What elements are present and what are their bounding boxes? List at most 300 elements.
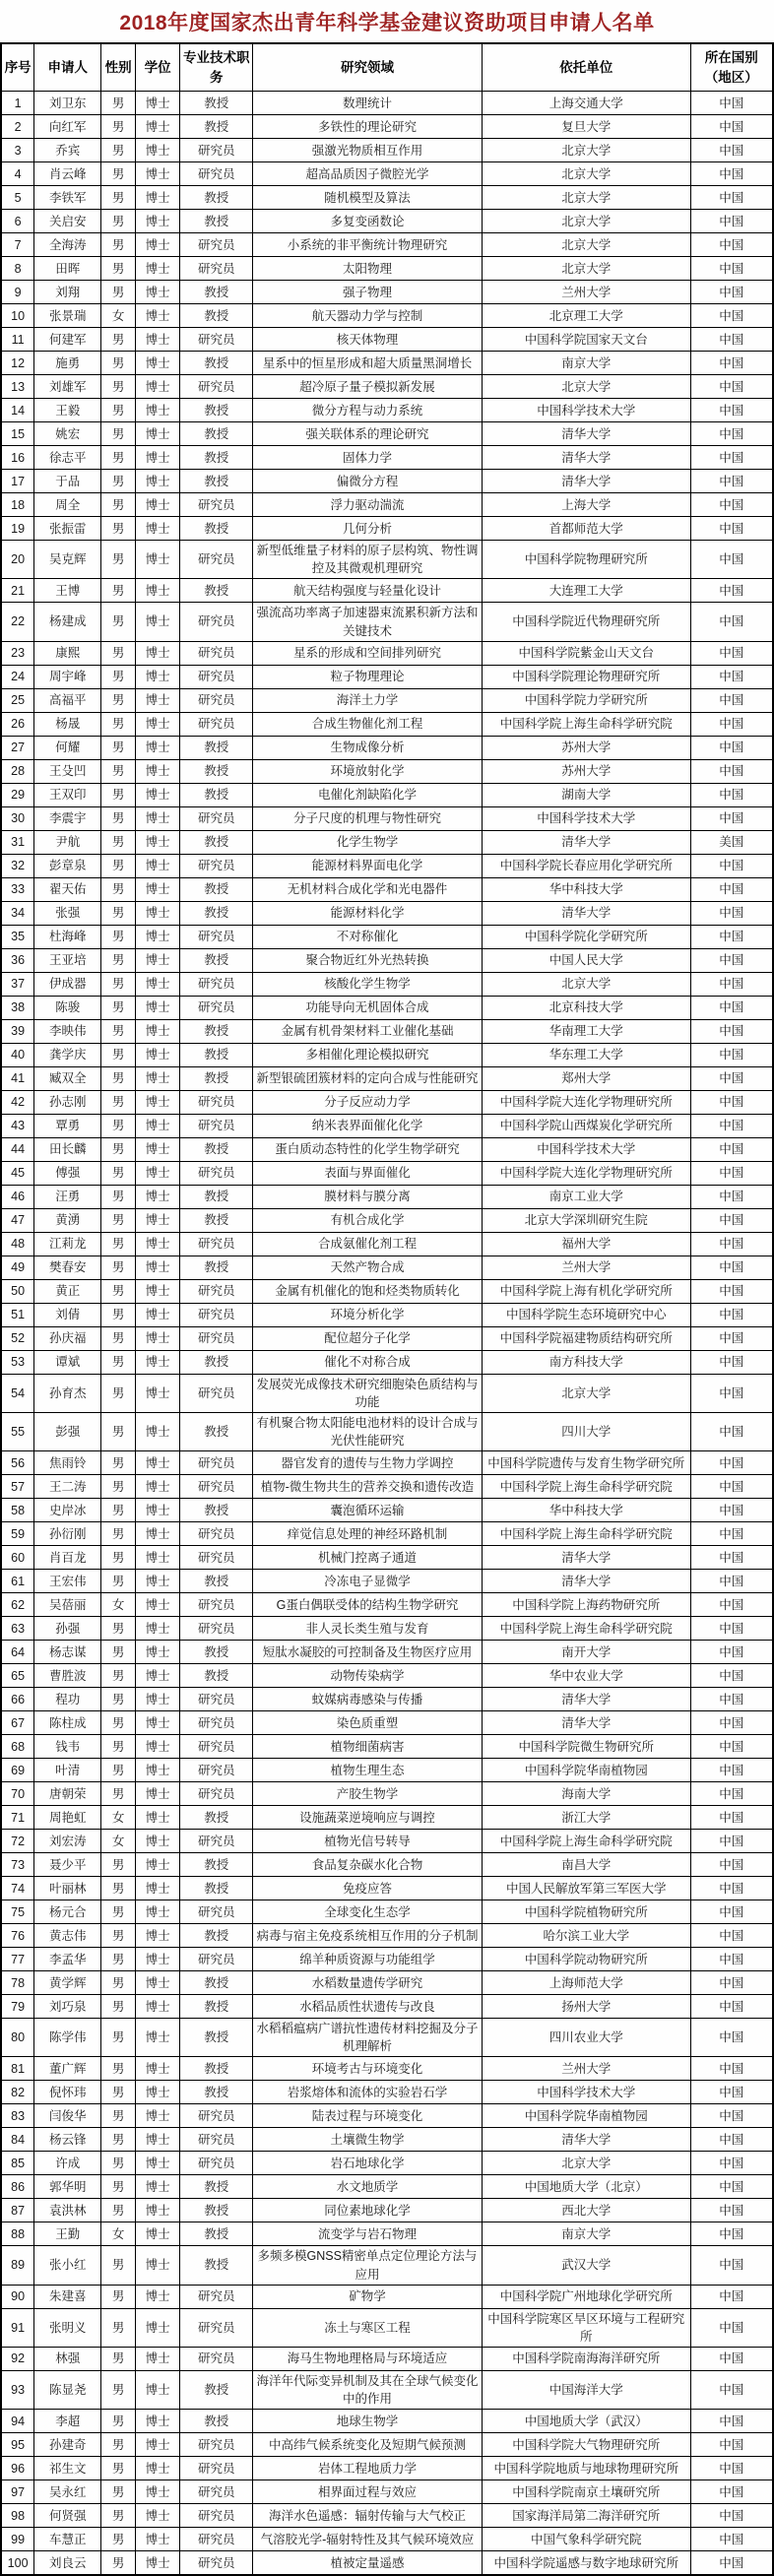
cell-title: 研究员	[180, 2308, 253, 2347]
cell-host-institution: 中国科学技术大学	[482, 1137, 690, 1161]
cell-title: 研究员	[180, 2104, 253, 2128]
cell-title: 研究员	[180, 1546, 253, 1570]
cell-serial: 37	[1, 972, 34, 996]
cell-applicant: 黄学辉	[34, 1971, 101, 1995]
cell-country: 中国	[690, 399, 773, 422]
cell-applicant: 杨建成	[34, 603, 101, 641]
cell-country: 中国	[690, 2551, 773, 2576]
cell-degree: 博士	[135, 641, 179, 665]
cell-research-field: 合成生物催化剂工程	[253, 712, 483, 736]
cell-host-institution: 清华大学	[482, 1688, 690, 1711]
cell-serial: 80	[1, 2019, 34, 2057]
cell-degree: 博士	[135, 2175, 179, 2199]
cell-applicant: 姚宏	[34, 422, 101, 446]
cell-degree: 博士	[135, 1451, 179, 1475]
cell-applicant: 龚学庆	[34, 1043, 101, 1066]
cell-country: 中国	[690, 1326, 773, 1350]
cell-gender: 男	[101, 1161, 135, 1185]
table-row	[1, 1303, 773, 1326]
cell-research-field: 短肽水凝胶的可控制备及生物医疗应用	[253, 1641, 483, 1664]
cell-serial: 62	[1, 1593, 34, 1617]
cell-title: 教授	[180, 901, 253, 925]
cell-research-field: 粒子物理理论	[253, 665, 483, 688]
cell-applicant: 孙强	[34, 1617, 101, 1641]
cell-gender: 男	[101, 2528, 135, 2551]
cell-gender: 男	[101, 996, 135, 1019]
cell-degree: 博士	[135, 1641, 179, 1664]
cell-title: 研究员	[180, 1688, 253, 1711]
cell-research-field: 星系的形成和空间排列研究	[253, 641, 483, 665]
table-row	[1, 2104, 773, 2128]
cell-gender: 男	[101, 517, 135, 541]
cell-country: 中国	[690, 1475, 773, 1499]
cell-country: 中国	[690, 1019, 773, 1043]
table-row	[1, 948, 773, 972]
cell-title: 研究员	[180, 854, 253, 877]
table-row	[1, 2551, 773, 2576]
cell-degree: 博士	[135, 1759, 179, 1782]
cell-title: 教授	[180, 186, 253, 210]
cell-degree: 博士	[135, 2285, 179, 2308]
cell-degree: 博士	[135, 948, 179, 972]
cell-serial: 24	[1, 665, 34, 688]
cell-title: 教授	[180, 2246, 253, 2285]
cell-serial: 35	[1, 925, 34, 948]
cell-country: 中国	[690, 1043, 773, 1066]
cell-applicant: 袁洪林	[34, 2199, 101, 2222]
cell-host-institution: 中国地质大学（武汉）	[482, 2410, 690, 2433]
cell-serial: 1	[1, 92, 34, 115]
table-row	[1, 1735, 773, 1759]
cell-research-field: 强关联体系的理论研究	[253, 422, 483, 446]
table-row	[1, 92, 773, 115]
cell-research-field: 痒觉信息处理的神经环路机制	[253, 1522, 483, 1546]
cell-host-institution: 清华大学	[482, 2128, 690, 2152]
cell-applicant: 王宏伟	[34, 1570, 101, 1593]
cell-host-institution: 华中农业大学	[482, 1664, 690, 1688]
cell-applicant: 田晖	[34, 257, 101, 281]
cell-host-institution: 郑州大学	[482, 1066, 690, 1090]
cell-applicant: 张明义	[34, 2308, 101, 2347]
cell-serial: 94	[1, 2410, 34, 2433]
cell-host-institution: 南京工业大学	[482, 1185, 690, 1208]
cell-applicant: 黄湧	[34, 1208, 101, 1232]
cell-country: 中国	[690, 1570, 773, 1593]
cell-degree: 博士	[135, 1971, 179, 1995]
cell-country: 中国	[690, 2528, 773, 2551]
cell-serial: 41	[1, 1066, 34, 1090]
cell-serial: 96	[1, 2457, 34, 2480]
cell-gender: 男	[101, 446, 135, 470]
cell-gender: 男	[101, 1735, 135, 1759]
cell-host-institution: 中国科学院理论物理研究所	[482, 665, 690, 688]
cell-research-field: 催化不对称合成	[253, 1350, 483, 1374]
cell-country: 中国	[690, 1853, 773, 1877]
cell-title: 研究员	[180, 1617, 253, 1641]
cell-gender: 男	[101, 1066, 135, 1090]
cell-gender: 男	[101, 641, 135, 665]
cell-title: 教授	[180, 877, 253, 901]
cell-country: 中国	[690, 641, 773, 665]
cell-title: 教授	[180, 2057, 253, 2081]
cell-degree: 博士	[135, 352, 179, 375]
cell-research-field: 有机聚合物太阳能电池材料的设计合成与光伏性能研究	[253, 1412, 483, 1450]
cell-gender: 男	[101, 328, 135, 352]
cell-degree: 博士	[135, 328, 179, 352]
column-header-host-institution: 依托单位	[482, 43, 690, 92]
cell-title: 教授	[180, 1664, 253, 1688]
cell-research-field: 强流高功率离子加速器束流累积新方法和关键技术	[253, 603, 483, 641]
cell-research-field: 配位超分子化学	[253, 1326, 483, 1350]
cell-degree: 博士	[135, 1522, 179, 1546]
cell-research-field: 金属有机催化的饱和烃类物质转化	[253, 1279, 483, 1303]
cell-host-institution: 中国科学院生态环境研究中心	[482, 1303, 690, 1326]
cell-host-institution: 北京大学	[482, 233, 690, 257]
cell-research-field: 气溶胶光学-辐射特性及其气候环境效应	[253, 2528, 483, 2551]
cell-country: 中国	[690, 1782, 773, 1806]
cell-applicant: 陈骏	[34, 996, 101, 1019]
cell-applicant: 程功	[34, 1688, 101, 1711]
cell-host-institution: 清华大学	[482, 470, 690, 493]
cell-country: 中国	[690, 2285, 773, 2308]
cell-research-field: G蛋白偶联受体的结构生物学研究	[253, 1593, 483, 1617]
cell-applicant: 彭章泉	[34, 854, 101, 877]
cell-serial: 46	[1, 1185, 34, 1208]
cell-serial: 79	[1, 1995, 34, 2019]
cell-degree: 博士	[135, 1043, 179, 1066]
cell-serial: 9	[1, 281, 34, 304]
cell-host-institution: 中国人民解放军第三军医大学	[482, 1877, 690, 1900]
cell-applicant: 焦雨铃	[34, 1451, 101, 1475]
cell-degree: 博士	[135, 2104, 179, 2128]
cell-host-institution: 中国科学院动物研究所	[482, 1948, 690, 1971]
cell-gender: 男	[101, 2152, 135, 2175]
cell-degree: 博士	[135, 1853, 179, 1877]
cell-title: 研究员	[180, 328, 253, 352]
cell-serial: 97	[1, 2480, 34, 2504]
cell-gender: 男	[101, 399, 135, 422]
cell-applicant: 张小红	[34, 2246, 101, 2285]
cell-title: 研究员	[180, 1279, 253, 1303]
cell-title: 研究员	[180, 1948, 253, 1971]
cell-degree: 博士	[135, 783, 179, 806]
cell-host-institution: 上海交通大学	[482, 92, 690, 115]
cell-title: 研究员	[180, 1593, 253, 1617]
table-row	[1, 1593, 773, 1617]
cell-degree: 博士	[135, 1593, 179, 1617]
cell-degree: 博士	[135, 1711, 179, 1735]
cell-applicant: 何耀	[34, 736, 101, 759]
cell-serial: 84	[1, 2128, 34, 2152]
cell-research-field: 多铁性的理论研究	[253, 115, 483, 139]
cell-research-field: 无机材料合成化学和光电器件	[253, 877, 483, 901]
cell-gender: 男	[101, 1900, 135, 1924]
table-row	[1, 1711, 773, 1735]
cell-research-field: 强子物理	[253, 281, 483, 304]
cell-country: 中国	[690, 1451, 773, 1475]
cell-research-field: 染色质重塑	[253, 1711, 483, 1735]
cell-title: 研究员	[180, 1830, 253, 1853]
cell-research-field: 岩石地球化学	[253, 2152, 483, 2175]
cell-title: 研究员	[180, 1374, 253, 1412]
cell-country: 中国	[690, 186, 773, 210]
cell-serial: 47	[1, 1208, 34, 1232]
cell-host-institution: 北京大学	[482, 139, 690, 162]
table-row	[1, 210, 773, 233]
cell-applicant: 车慧正	[34, 2528, 101, 2551]
cell-host-institution: 华东理工大学	[482, 1043, 690, 1066]
cell-serial: 2	[1, 115, 34, 139]
cell-research-field: 流变学与岩石物理	[253, 2222, 483, 2246]
table-row	[1, 1279, 773, 1303]
cell-degree: 博士	[135, 1924, 179, 1948]
cell-title: 教授	[180, 446, 253, 470]
cell-degree: 博士	[135, 1066, 179, 1090]
cell-serial: 55	[1, 1412, 34, 1450]
cell-gender: 男	[101, 688, 135, 712]
column-header-degree: 学位	[135, 43, 179, 92]
cell-degree: 博士	[135, 1617, 179, 1641]
table-row	[1, 2308, 773, 2347]
cell-title: 教授	[180, 2081, 253, 2104]
cell-degree: 博士	[135, 92, 179, 115]
cell-degree: 博士	[135, 2347, 179, 2370]
cell-host-institution: 中国科学院植物研究所	[482, 1900, 690, 1924]
cell-host-institution: 南方科技大学	[482, 1350, 690, 1374]
cell-applicant: 孙衍刚	[34, 1522, 101, 1546]
table-row	[1, 1412, 773, 1450]
cell-applicant: 叶清	[34, 1759, 101, 1782]
cell-host-institution: 中国科学院上海有机化学研究所	[482, 1279, 690, 1303]
cell-country: 中国	[690, 446, 773, 470]
cell-serial: 22	[1, 603, 34, 641]
cell-gender: 男	[101, 115, 135, 139]
table-row	[1, 1546, 773, 1570]
cell-country: 中国	[690, 1593, 773, 1617]
table-row	[1, 1971, 773, 1995]
cell-research-field: 环境分析化学	[253, 1303, 483, 1326]
cell-country: 中国	[690, 1759, 773, 1782]
cell-gender: 男	[101, 1499, 135, 1522]
cell-applicant: 刘良云	[34, 2551, 101, 2576]
cell-serial: 15	[1, 422, 34, 446]
cell-degree: 博士	[135, 877, 179, 901]
cell-host-institution: 中国科学院化学研究所	[482, 925, 690, 948]
cell-country: 中国	[690, 210, 773, 233]
cell-host-institution: 华中科技大学	[482, 1499, 690, 1522]
cell-country: 中国	[690, 422, 773, 446]
cell-title: 研究员	[180, 925, 253, 948]
cell-research-field: 有机合成化学	[253, 1208, 483, 1232]
table-row	[1, 2504, 773, 2528]
cell-serial: 65	[1, 1664, 34, 1688]
cell-gender: 男	[101, 1782, 135, 1806]
cell-host-institution: 北京大学	[482, 2152, 690, 2175]
table-row	[1, 139, 773, 162]
cell-host-institution: 清华大学	[482, 1546, 690, 1570]
cell-host-institution: 北京大学	[482, 1374, 690, 1412]
cell-degree: 博士	[135, 1877, 179, 1900]
column-header-gender: 性别	[101, 43, 135, 92]
cell-country: 中国	[690, 2175, 773, 2199]
cell-host-institution: 北京科技大学	[482, 996, 690, 1019]
cell-serial: 91	[1, 2308, 34, 2347]
cell-gender: 男	[101, 1185, 135, 1208]
table-row	[1, 162, 773, 186]
cell-applicant: 吴蓓丽	[34, 1593, 101, 1617]
cell-gender: 男	[101, 1232, 135, 1256]
cell-title: 教授	[180, 92, 253, 115]
cell-title: 研究员	[180, 688, 253, 712]
table-row	[1, 1853, 773, 1877]
cell-degree: 博士	[135, 2410, 179, 2433]
cell-host-institution: 苏州大学	[482, 759, 690, 783]
cell-country: 中国	[690, 92, 773, 115]
table-row	[1, 1019, 773, 1043]
table-row	[1, 352, 773, 375]
cell-research-field: 不对称催化	[253, 925, 483, 948]
cell-serial: 42	[1, 1090, 34, 1114]
cell-applicant: 许成	[34, 2152, 101, 2175]
cell-degree: 博士	[135, 1546, 179, 1570]
cell-gender: 女	[101, 1830, 135, 1853]
cell-research-field: 金属有机骨架材料工业催化基础	[253, 1019, 483, 1043]
cell-country: 中国	[690, 281, 773, 304]
cell-gender: 男	[101, 1688, 135, 1711]
cell-research-field: 超高品质因子微腔光学	[253, 162, 483, 186]
cell-research-field: 新型低维量子材料的原子层构筑、物性调控及其微观机理研究	[253, 541, 483, 579]
cell-degree: 博士	[135, 115, 179, 139]
cell-host-institution: 中国科学技术大学	[482, 806, 690, 830]
cell-degree: 博士	[135, 1374, 179, 1412]
cell-host-institution: 中国科学院上海生命科学研究院	[482, 1830, 690, 1853]
cell-serial: 45	[1, 1161, 34, 1185]
cell-research-field: 食品复杂碳水化合物	[253, 1853, 483, 1877]
cell-serial: 77	[1, 1948, 34, 1971]
cell-country: 中国	[690, 1185, 773, 1208]
cell-applicant: 李映伟	[34, 1019, 101, 1043]
table-row	[1, 2480, 773, 2504]
cell-serial: 72	[1, 1830, 34, 1853]
cell-applicant: 王勤	[34, 2222, 101, 2246]
cell-host-institution: 兰州大学	[482, 2057, 690, 2081]
cell-serial: 53	[1, 1350, 34, 1374]
cell-title: 教授	[180, 1019, 253, 1043]
cell-host-institution: 中国科学技术大学	[482, 399, 690, 422]
cell-applicant: 肖云峰	[34, 162, 101, 186]
cell-gender: 男	[101, 375, 135, 399]
cell-research-field: 水稻品质性状遗传与改良	[253, 1995, 483, 2019]
cell-country: 中国	[690, 1806, 773, 1830]
cell-research-field: 聚合物近红外光热转换	[253, 948, 483, 972]
cell-degree: 博士	[135, 996, 179, 1019]
cell-serial: 27	[1, 736, 34, 759]
table-row	[1, 257, 773, 281]
cell-country: 中国	[690, 1641, 773, 1664]
cell-applicant: 何贤强	[34, 2504, 101, 2528]
cell-research-field: 合成氨催化剂工程	[253, 1232, 483, 1256]
cell-gender: 男	[101, 603, 135, 641]
cell-country: 中国	[690, 2104, 773, 2128]
cell-gender: 男	[101, 2104, 135, 2128]
cell-title: 研究员	[180, 493, 253, 517]
cell-gender: 男	[101, 2551, 135, 2576]
cell-gender: 男	[101, 1350, 135, 1374]
cell-serial: 73	[1, 1853, 34, 1877]
cell-research-field: 植被定量遥感	[253, 2551, 483, 2576]
table-row	[1, 783, 773, 806]
table-row	[1, 759, 773, 783]
cell-research-field: 病毒与宿主免疫系统相互作用的分子机制	[253, 1924, 483, 1948]
cell-research-field: 海洋年代际变异机制及其在全球气候变化中的作用	[253, 2370, 483, 2409]
cell-degree: 博士	[135, 375, 179, 399]
cell-serial: 90	[1, 2285, 34, 2308]
cell-host-institution: 北京大学深圳研究生院	[482, 1208, 690, 1232]
cell-gender: 男	[101, 470, 135, 493]
cell-applicant: 史岸冰	[34, 1499, 101, 1522]
cell-gender: 男	[101, 1664, 135, 1688]
cell-country: 中国	[690, 996, 773, 1019]
cell-degree: 博士	[135, 2551, 179, 2576]
cell-host-institution: 中国科学院上海生命科学研究院	[482, 1617, 690, 1641]
cell-gender: 男	[101, 493, 135, 517]
cell-degree: 博士	[135, 712, 179, 736]
table-row	[1, 470, 773, 493]
table-row	[1, 877, 773, 901]
cell-title: 教授	[180, 759, 253, 783]
cell-gender: 男	[101, 1641, 135, 1664]
cell-gender: 男	[101, 806, 135, 830]
cell-degree: 博士	[135, 1303, 179, 1326]
cell-title: 教授	[180, 2370, 253, 2409]
cell-title: 研究员	[180, 2433, 253, 2457]
cell-research-field: 非人灵长类生殖与发育	[253, 1617, 483, 1641]
cell-gender: 男	[101, 1570, 135, 1593]
cell-gender: 男	[101, 186, 135, 210]
cell-host-institution: 中国科学院力学研究所	[482, 688, 690, 712]
cell-degree: 博士	[135, 2246, 179, 2285]
cell-applicant: 吴永红	[34, 2480, 101, 2504]
cell-applicant: 张景瑞	[34, 304, 101, 328]
cell-country: 中国	[690, 759, 773, 783]
cell-research-field: 绵羊种质资源与功能组学	[253, 1948, 483, 1971]
column-header-country: 所在国别（地区）	[690, 43, 773, 92]
cell-applicant: 孙志刚	[34, 1090, 101, 1114]
cell-serial: 28	[1, 759, 34, 783]
cell-applicant: 刘雄军	[34, 375, 101, 399]
cell-research-field: 全球变化生态学	[253, 1900, 483, 1924]
cell-degree: 博士	[135, 1995, 179, 2019]
cell-title: 教授	[180, 1806, 253, 1830]
cell-research-field: 超冷原子量子模拟新发展	[253, 375, 483, 399]
cell-degree: 博士	[135, 139, 179, 162]
cell-country: 中国	[690, 1303, 773, 1326]
cell-applicant: 郭华明	[34, 2175, 101, 2199]
table-row	[1, 1617, 773, 1641]
cell-country: 中国	[690, 233, 773, 257]
table-row	[1, 1043, 773, 1066]
cell-degree: 博士	[135, 1350, 179, 1374]
cell-serial: 34	[1, 901, 34, 925]
cell-applicant: 关启安	[34, 210, 101, 233]
cell-serial: 25	[1, 688, 34, 712]
cell-host-institution: 中国科学院物理研究所	[482, 541, 690, 579]
cell-title: 研究员	[180, 1711, 253, 1735]
cell-research-field: 强激光物质相互作用	[253, 139, 483, 162]
cell-country: 中国	[690, 1350, 773, 1374]
cell-serial: 4	[1, 162, 34, 186]
cell-country: 中国	[690, 1830, 773, 1853]
